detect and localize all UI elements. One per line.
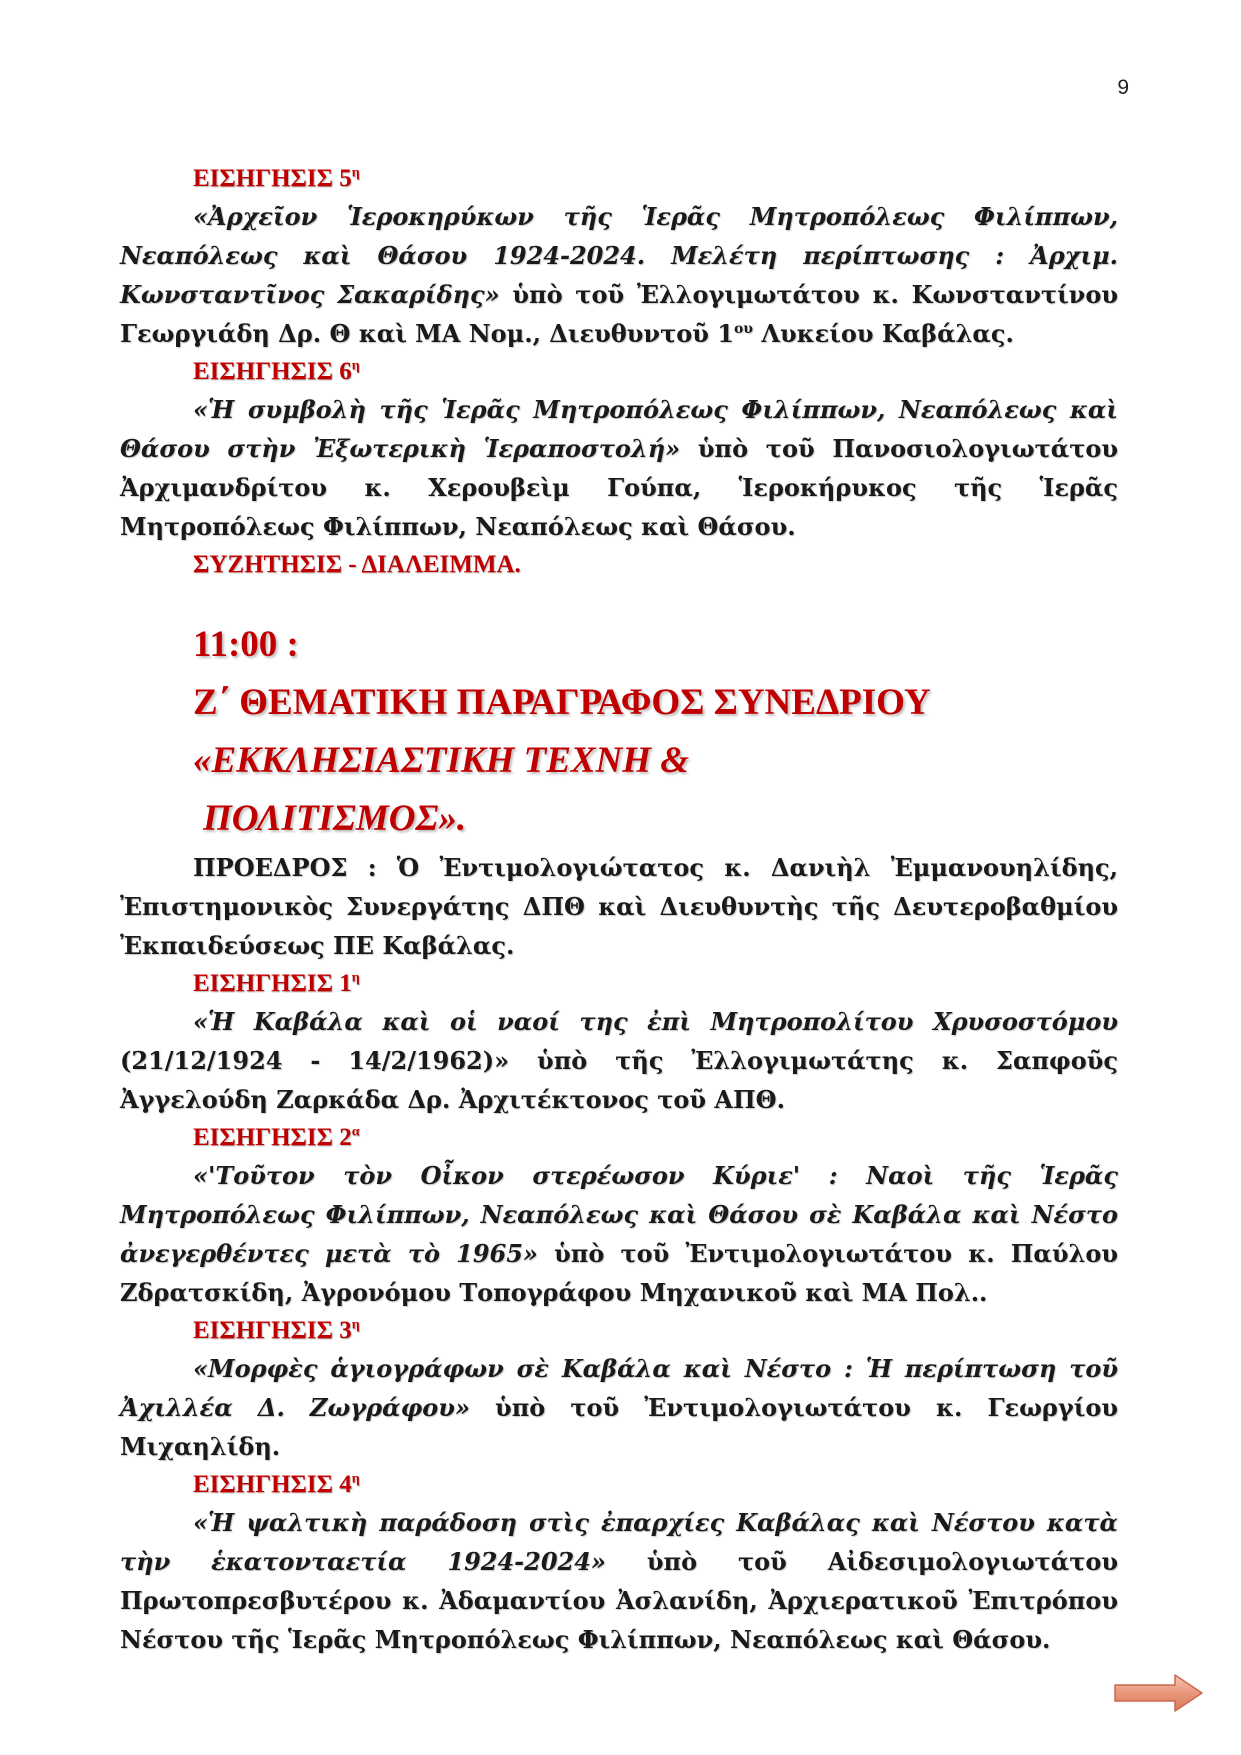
lecture-label: ΕΙΣΗΓΗΣΙΣ $4^\eta$ bbox=[193, 1471, 360, 1498]
lecture-2 bbox=[120, 1120, 1118, 1312]
lecture-speaker: (21/12/1924 - 14/2/1962)» ὑπὸ τῆς Ἐλλογιμωτάτης κ. Σαπφοῦς Ἀγγελούδη Ζαρκάδα Δρ. Ἀρχιτέκτονος τοῦ ΑΠΘ. bbox=[120, 1046, 1118, 1114]
lecture-4 bbox=[120, 1467, 1118, 1659]
section-theme-line1: «ΕΚΚΛΗΣΙΑΣΤΙΚΗ ΤΕΧΝΗ & bbox=[193, 740, 690, 781]
lecture-text bbox=[120, 1503, 1118, 1659]
next-page-button[interactable] bbox=[1113, 1672, 1205, 1714]
page-number: 9 bbox=[1117, 76, 1129, 99]
section-theme-line2: ΠΟΛΙΤΙΣΜΟΣ». bbox=[203, 798, 467, 839]
lecture-speaker: ὑπὸ τοῦ Ἐντιμολογιωτάτου κ. Παύλου Ζδρατσκίδη, Ἀγρονόμου Τοπογράφου Μηχανικοῦ καὶ ΜΑ Πολ.. bbox=[120, 1239, 1118, 1307]
lecture-label: ΕΙΣΗΓΗΣΙΣ $5^\eta$ bbox=[193, 165, 360, 192]
lecture-speaker: ὑπὸ τοῦ Ἐλλογιμωτάτου κ. Κωνσταντίνου Γεωργιάδη Δρ. Θ καὶ ΜΑ Νομ., Διευθυντοῦ 1 bbox=[120, 280, 1118, 348]
lecture-1 bbox=[120, 966, 1118, 1119]
lecture-text bbox=[120, 1002, 1118, 1119]
lecture-label: ΕΙΣΗΓΗΣΙΣ $1^\eta$ bbox=[193, 970, 360, 997]
lecture-title: «'Τοῦτον τὸν Οἶκον στερέωσον Κύριε' : Ναοὶ τῆς Ἱερᾶς Μητροπόλεως Φιλίππων, Νεαπόλεως καὶ Θάσου σὲ Καβάλα καὶ Νέστο ἀνεγερθέντες μετὰ τὸ 1965» bbox=[120, 1161, 1118, 1268]
lecture-6 bbox=[120, 354, 1118, 546]
lecture-text bbox=[120, 1156, 1118, 1312]
lecture-speaker: ὑπὸ τοῦ Ἐντιμολογιωτάτου κ. Γεωργίου Μιχαηλίδη. bbox=[120, 1393, 1118, 1461]
break-label: ΣΥΖΗΤΗΣΙΣ - ΔΙΑΛΕΙΜΜΑ. bbox=[193, 551, 521, 578]
lecture-label: ΕΙΣΗΓΗΣΙΣ $6^\eta$ bbox=[193, 358, 360, 385]
lecture-speaker: ὑπὸ τοῦ Πανοσιολογιωτάτου Ἀρχιμανδρίτου κ. Χερουβεὶμ Γούπα, Ἱεροκήρυκος τῆς Ἱερᾶς Μητροπόλεως Φιλίππων, Νεαπόλεως καὶ Θάσου. bbox=[120, 434, 1118, 541]
lecture-label: ΕΙΣΗΓΗΣΙΣ $2^\alpha$ bbox=[193, 1124, 360, 1151]
session-time: 11:00 : bbox=[193, 624, 299, 665]
lecture-title: «Ἡ συμβολὴ τῆς Ἱερᾶς Μητροπόλεως Φιλίππων, Νεαπόλεως καὶ Θάσου στὴν Ἐξωτερικὴ Ἱεραποστολή» bbox=[120, 395, 1118, 463]
right-arrow-icon bbox=[1113, 1672, 1205, 1714]
lecture-title: «Ἡ Καβάλα καὶ οἱ ναοί της ἐπὶ Μητροπολίτου Χρυσοστόμου bbox=[193, 1007, 1118, 1036]
lecture-text bbox=[120, 1349, 1118, 1466]
lecture-label: ΕΙΣΗΓΗΣΙΣ $3^\eta$ bbox=[193, 1317, 360, 1344]
lecture-title: «Ἀρχεῖον Ἱεροκηρύκων τῆς Ἱερᾶς Μητροπόλεως Φιλίππων, Νεαπόλεως καὶ Θάσου 1924-2024. Μελέτη περίπτωσης : Ἀρχιμ. Κωνσταντῖνος Σακαρίδης» bbox=[120, 202, 1118, 309]
lecture-text bbox=[120, 390, 1118, 546]
lecture-title: «Μορφὲς ἁγιογράφων σὲ Καβάλα καὶ Νέστο : Ἡ περίπτωση τοῦ Ἀχιλλέα Δ. Ζωγράφου» bbox=[120, 1354, 1118, 1422]
lecture-speaker: ὑπὸ τοῦ Αἰδεσιμολογιωτάτου Πρωτοπρεσβυτέρου κ. Ἀδαμαντίου Ἀσλανίδη, Ἀρχιερατικοῦ Ἐπιτρόπου Νέστου τῆς Ἱερᾶς Μητροπόλεως Φιλίππων, Νεαπόλεως καὶ Θάσου. bbox=[120, 1547, 1119, 1654]
lecture-5 bbox=[120, 161, 1118, 353]
session-chair: ΠΡΟΕΔΡΟΣ : Ὁ Ἐντιμολογιώτατος κ. Δανιὴλ Ἐμμανουηλίδης, Ἐπιστημονικὸς Συνεργάτης ΔΠΘ καὶ Διευθυντὴς τῆς Δευτεροβαθμίου Ἐκπαιδεύσεως ΠΕ Καβάλας. bbox=[120, 853, 1118, 960]
document-body bbox=[120, 161, 1118, 1660]
section-heading bbox=[193, 616, 1118, 848]
section-title: Ζ΄ ΘΕΜΑΤΙΚΗ ΠΑΡΑΓΡΑΦΟΣ ΣΥΝΕΔΡΙΟΥ bbox=[193, 682, 931, 723]
lecture-text: «Ἀρχεῖον Ἱεροκηρύκων τῆς Ἱερᾶς Μητροπόλεως Φιλίππων, Νεαπόλεως καὶ Θάσου 1924-2024. Μελέτη περίπτωσης : Ἀρχιμ. Κωνσταντῖνος Σακαρίδης» ὑπὸ τοῦ Ἐλλογιμωτάτου κ. Κωνσταντίνου Γεωργιάδη Δρ. Θ καὶ ΜΑ Νομ., Διευθυντοῦ $1^{o\upsilon}$ Λυκείου Καβάλας. bbox=[120, 202, 1118, 348]
lecture-title: «Ἡ ψαλτικὴ παράδοση στὶς ἐπαρχίες Καβάλας καὶ Νέστου κατὰ τὴν ἑκατονταετία 1924-2024» bbox=[120, 1508, 1118, 1576]
lecture-3 bbox=[120, 1313, 1118, 1466]
